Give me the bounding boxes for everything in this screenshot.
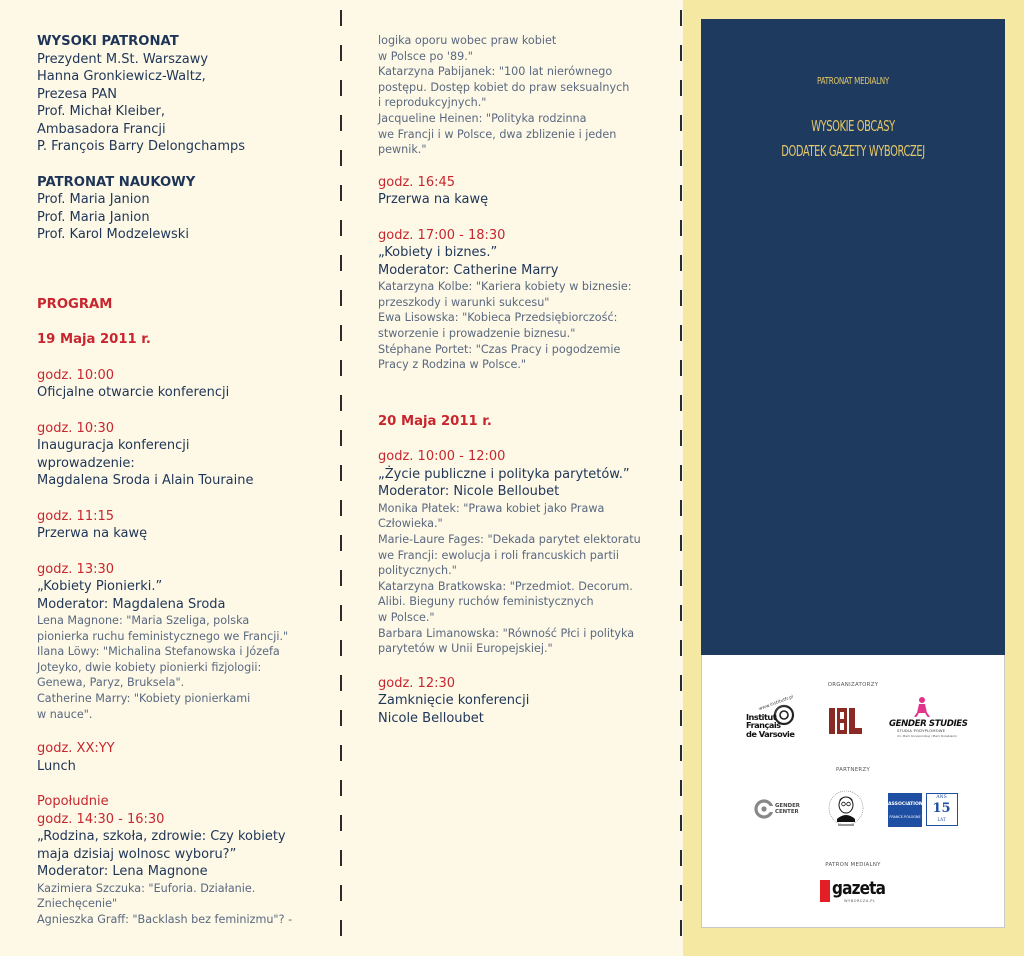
speaker-line: Ewa Lisowska: "Kobieca Przedsiębiorczość: [378, 311, 618, 325]
fold-dash [340, 325, 342, 341]
fold-dash [340, 570, 342, 586]
speaker-line: parytetów w Unii Europejskiej." [378, 642, 553, 656]
gender-center-line1: GENDER [775, 803, 800, 809]
gender-studies-logo [889, 695, 968, 741]
gazeta-text: gazeta [832, 878, 886, 899]
speaker-line: przeszkody i warunki sukcesu" [378, 295, 550, 309]
speaker-line: Barbara Limanowska: "Równość Płci i polityka [378, 626, 635, 640]
speaker-line: Zniechęcenie" [37, 897, 118, 911]
fold-dash [340, 920, 342, 936]
fold-dash [680, 675, 682, 691]
fold-dash [340, 500, 342, 516]
institut-name-2: Français [746, 720, 781, 731]
anniversary-number: 15 [932, 801, 951, 816]
patronat-line: Hanna Gronkiewicz-Waltz, [37, 69, 206, 84]
fold-dash [340, 745, 342, 761]
cover-panel [701, 19, 1005, 655]
speaker-line: politycznych." [378, 564, 457, 578]
fold-dash [340, 465, 342, 481]
event-line: Moderator: Nicole Belloubet [378, 484, 560, 500]
speaker-line: Genewa, Paryz, Bruksela". [37, 676, 185, 690]
fold-dash [340, 220, 342, 236]
gazeta-logo [820, 878, 888, 904]
fold-dash [340, 255, 342, 271]
speaker-line: we Francji i w Polsce, dwa zblizenie i jeden [378, 127, 617, 141]
gender-figure-icon [889, 695, 963, 717]
fold-dash [680, 45, 682, 61]
fold-dash [340, 640, 342, 656]
event-line: „Kobiety Pionierki.” [37, 579, 163, 594]
event-time: godz. 14:30 - 16:30 [37, 811, 165, 827]
event-title: Oficjalne otwarcie konferencji [37, 385, 230, 400]
fold-dash [340, 815, 342, 831]
event-title: Przerwa na kawę [378, 192, 489, 208]
fold-dash [680, 500, 682, 516]
fold-dash [680, 640, 682, 656]
fold-dash [340, 535, 342, 551]
fold-dash [680, 815, 682, 831]
gender-center-icon [754, 799, 774, 819]
event-line: Zamknięcie konferencji [378, 693, 530, 709]
gender-center-logo [754, 799, 800, 823]
fold-dash [340, 430, 342, 446]
fold-dash [340, 395, 342, 411]
event-line: Moderator: Catherine Marry [378, 262, 559, 278]
fold-dash [680, 780, 682, 796]
gender-center-line2: CENTER [775, 809, 799, 815]
institut-name-1: Institut [746, 712, 777, 722]
event-line: „Rodzina, szkoła, zdrowie: Czy kobiety [37, 829, 286, 845]
naukowy-line: Prof. Maria Janion [37, 209, 150, 225]
gazeta-url: WYBORCZA.PL [844, 899, 876, 903]
event-time: godz. 16:45 [378, 174, 456, 190]
speaker-line: Marie-Laure Fages: "Dekada parytet elektoratu [378, 533, 641, 546]
fold-dash [340, 710, 342, 726]
speaker-line: Ilana Löwy: "Michalina Stefanowska i Józefa [37, 645, 280, 659]
speaker-line: Lena Magnone: "Maria Szeliga, polska [37, 614, 250, 627]
speaker-line: stworzenie i prowadzenie biznesu." [378, 327, 576, 341]
speaker-line: pewnik." [378, 143, 427, 157]
event-title: Lunch [37, 758, 76, 774]
fold-dash [680, 220, 682, 236]
event-line: Inauguracja konferencji [37, 438, 190, 453]
speaker-line: Katarzyna Kolbe: "Kariera kobiety w biznesie: [378, 280, 632, 294]
gender-studies-sub: STUDIA PODYPLOMOWE [897, 729, 946, 733]
event-line: Moderator: Magdalena Sroda [37, 596, 226, 612]
fold-dash [680, 325, 682, 341]
speaker-line: we Francji: ewolucja i roli francuskich partii [378, 548, 619, 562]
fold-dash [680, 465, 682, 481]
fold-dash [680, 80, 682, 96]
ibl-mark-icon [828, 706, 864, 736]
media-patron-caption: PATRON MEDIALNY [825, 862, 881, 868]
association-sub: FRANCE-POLOGNE [889, 815, 921, 819]
event-line: maja dzisiaj wolnosc wyboru?” [37, 846, 237, 862]
patronat-line: P. François Barry Delongchamps [37, 139, 246, 154]
media-patron-label: PATRONAT MEDIALNY [816, 76, 889, 87]
gender-studies-title: GENDER STUDIES [889, 719, 968, 729]
event-line: „Kobiety i biznes.” [378, 245, 498, 261]
event-line: Nicole Belloubet [378, 710, 484, 726]
event-line: „Życie publiczne i polityka parytetów.” [378, 466, 630, 482]
sponsor-line-2: DODATEK GAZETY WYBORCZEJ [781, 142, 925, 160]
fold-dash [340, 115, 342, 131]
gender-studies-sub2: im. Marii Konopnickiej i Marii Dulębianki [897, 734, 957, 738]
institut-francais-logo [746, 695, 802, 741]
program-title: PROGRAM [37, 296, 113, 312]
fold-dash [340, 10, 342, 26]
speaker-line: Jacqueline Heinen: "Polityka rodzinna [378, 111, 587, 125]
event-time: godz. 17:00 - 18:30 [378, 227, 506, 243]
fold-dash [680, 570, 682, 586]
event-time: godz. XX:YY [37, 741, 115, 757]
fold-line-right [680, 10, 682, 950]
speaker-line: w Polsce." [378, 610, 435, 624]
fold-dash [340, 675, 342, 691]
fold-dash [680, 185, 682, 201]
media-sponsor [753, 114, 954, 164]
speaker-line: Katarzyna Bratkowska: "Przedmiot. Decorum. [378, 579, 633, 593]
fold-dash [340, 150, 342, 166]
fold-dash [340, 80, 342, 96]
event-time: godz. 12:30 [378, 675, 456, 691]
association-title: ASSOCIATION [888, 802, 923, 807]
partners-caption: PARTNERZY [835, 767, 871, 773]
fold-dash [340, 605, 342, 621]
fold-dash [340, 850, 342, 866]
afternoon-label: Popołudnie [37, 794, 109, 810]
fold-dash [680, 115, 682, 131]
speaker-line: Agnieszka Graff: "Backlash bez feminizmu"? - [37, 912, 293, 926]
event-time: godz. 10:00 - 12:00 [378, 449, 506, 465]
institut-url: www.institutfr.pl [758, 694, 795, 713]
fold-dash [680, 710, 682, 726]
speaker-line: Pracy z Rodzina w Polsce." [378, 358, 527, 372]
fold-dash [680, 150, 682, 166]
speaker-line: Joteyko, dwie kobiety pionierki fizjologii: [37, 660, 262, 674]
speaker-line: Człowieka." [378, 517, 443, 531]
day1-title: 19 Maja 2011 r. [37, 332, 151, 347]
fold-dash [680, 850, 682, 866]
speaker-line: w nauce". [37, 707, 93, 721]
speaker-line: Catherine Marry: "Kobiety pionierkami [37, 691, 251, 705]
fold-dash [680, 360, 682, 376]
fold-dash [680, 290, 682, 306]
fold-dash [340, 780, 342, 796]
speaker-line: w Polsce po '89." [378, 49, 473, 63]
speaker-line: Kazimiera Szczuka: "Euforia. Działanie. [37, 881, 256, 895]
anniversary-badge [926, 793, 958, 826]
event-time: godz. 11:15 [37, 508, 115, 524]
naukowy-line: Prof. Karol Modzelewski [37, 227, 189, 242]
speaker-line: Monika Płatek: "Prawa kobiet jako Prawa [378, 501, 605, 515]
speaker-line: postępu. Dostęp kobiet do praw seksualnych [378, 80, 630, 94]
logos-panel [701, 655, 1005, 928]
speaker-line: pionierka ruchu feministycznego we Francji." [37, 629, 289, 643]
association-logo [888, 793, 922, 827]
fold-dash [680, 255, 682, 271]
naukowy-title: PATRONAT NAUKOWY [37, 174, 196, 190]
gazeta-red-bar [820, 880, 830, 902]
event-line: Moderator: Lena Magnone [37, 864, 208, 880]
portrait-seal-logo [827, 789, 865, 829]
program-column-left [37, 33, 332, 927]
ibl-logo [828, 706, 864, 736]
event-line: wprowadzenie: [37, 455, 135, 471]
patronat-line: Prezydent M.St. Warszawy [37, 51, 209, 67]
organizers-caption: ORGANIZATORZY [827, 682, 879, 688]
fold-dash [340, 290, 342, 306]
speaker-line: Katarzyna Pabijanek: "100 lat nierównego [378, 65, 613, 79]
sponsor-line-1: WYSOKIE OBCASY [811, 117, 895, 135]
fold-line-left [340, 10, 342, 950]
fold-dash [340, 360, 342, 376]
event-time: godz. 13:30 [37, 561, 115, 577]
speaker-line: logika oporu wobec praw kobiet [378, 34, 557, 47]
speaker-line: Alibi. Bieguny ruchów feministycznych [378, 595, 594, 609]
event-title: Przerwa na kawę [37, 526, 148, 541]
event-line: Magdalena Sroda i Alain Touraine [37, 473, 254, 488]
fold-dash [340, 885, 342, 901]
fold-dash [680, 920, 682, 936]
anniversary-ans: ANS [936, 795, 947, 800]
event-time: godz. 10:30 [37, 420, 115, 436]
anniversary-lat: LAT [937, 817, 946, 822]
naukowy-line: Prof. Maria Janion [37, 192, 150, 207]
fold-dash [680, 745, 682, 761]
day2-title: 20 Maja 2011 r. [378, 413, 492, 429]
patronat-title: WYSOKI PATRONAT [37, 34, 179, 49]
fold-dash [340, 45, 342, 61]
fold-dash [340, 185, 342, 201]
program-column-middle [378, 33, 668, 727]
speaker-line: i reprodukcyjnych." [378, 96, 487, 110]
fold-dash [680, 430, 682, 446]
fold-dash [680, 885, 682, 901]
patronat-line: Prezesa PAN [37, 86, 117, 102]
speaker-line: Stéphane Portet: "Czas Pracy i pogodzemie [378, 342, 621, 356]
fold-dash [680, 605, 682, 621]
fold-dash [680, 395, 682, 411]
fold-dash [680, 10, 682, 26]
event-time: godz. 10:00 [37, 367, 115, 383]
fold-dash [680, 535, 682, 551]
institut-name-3: de Varsovie [746, 728, 795, 739]
patronat-line: Ambasadora Francji [37, 121, 166, 137]
portrait-seal-icon [827, 789, 865, 829]
patronat-line: Prof. Michał Kleiber, [37, 104, 166, 119]
